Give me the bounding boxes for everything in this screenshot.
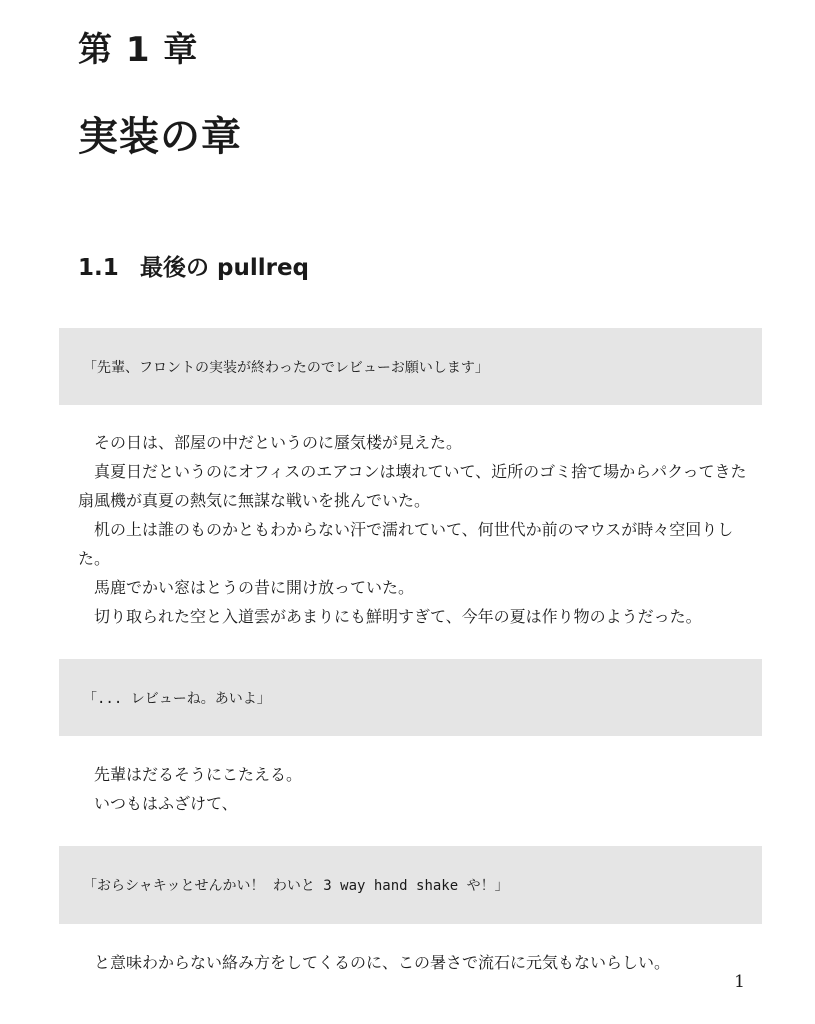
prose-block [78, 428, 750, 631]
dialogue-text: 「... レビューね。あいよ」 [83, 690, 271, 707]
paragraph: 馬鹿でかい窓はとうの昔に開け放っていた。 [94, 578, 415, 597]
prose-block [78, 760, 750, 818]
paragraph: その日は、部屋の中だというのに蜃気楼が見えた。 [94, 433, 463, 452]
section-heading [78, 252, 309, 284]
dialogue-text: 「先輩、フロントの実装が終わったのでレビューお願いします」 [83, 359, 489, 376]
paragraph: 机の上は誰のものかともわからない汗で濡れていて、何世代か前のマウスが時々空回りした。 [78, 520, 734, 568]
dialogue-box [59, 659, 762, 736]
paragraph: と意味わからない絡み方をしてくるのに、この暑さで流石に元気もないらしい。 [94, 953, 671, 972]
chapter-title: 実装の章 [78, 114, 242, 160]
paragraph: 真夏日だというのにオフィスのエアコンは壊れていて、近所のゴミ捨て場からパクってきた扇風機が真夏の熱気に無謀な戦いを挑んでいた。 [78, 462, 747, 510]
section-number: 1.1 [78, 255, 119, 281]
dialogue-box [59, 328, 762, 405]
prose-block [78, 948, 750, 977]
dialogue-text: 「おらシャキッとせんかい！ わいと 3 way hand shake や！」 [83, 878, 509, 894]
page-number: 1 [734, 972, 745, 992]
section-title: 最後の pullreq [140, 255, 310, 281]
chapter-label: 第 1 章 [78, 30, 199, 70]
paragraph: 先輩はだるそうにこたえる。 [94, 765, 303, 784]
paragraph: 切り取られた空と入道雲があまりにも鮮明すぎて、今年の夏は作り物のようだった。 [94, 607, 702, 626]
dialogue-box [59, 846, 762, 924]
paragraph: いつもはふざけて、 [94, 794, 238, 813]
